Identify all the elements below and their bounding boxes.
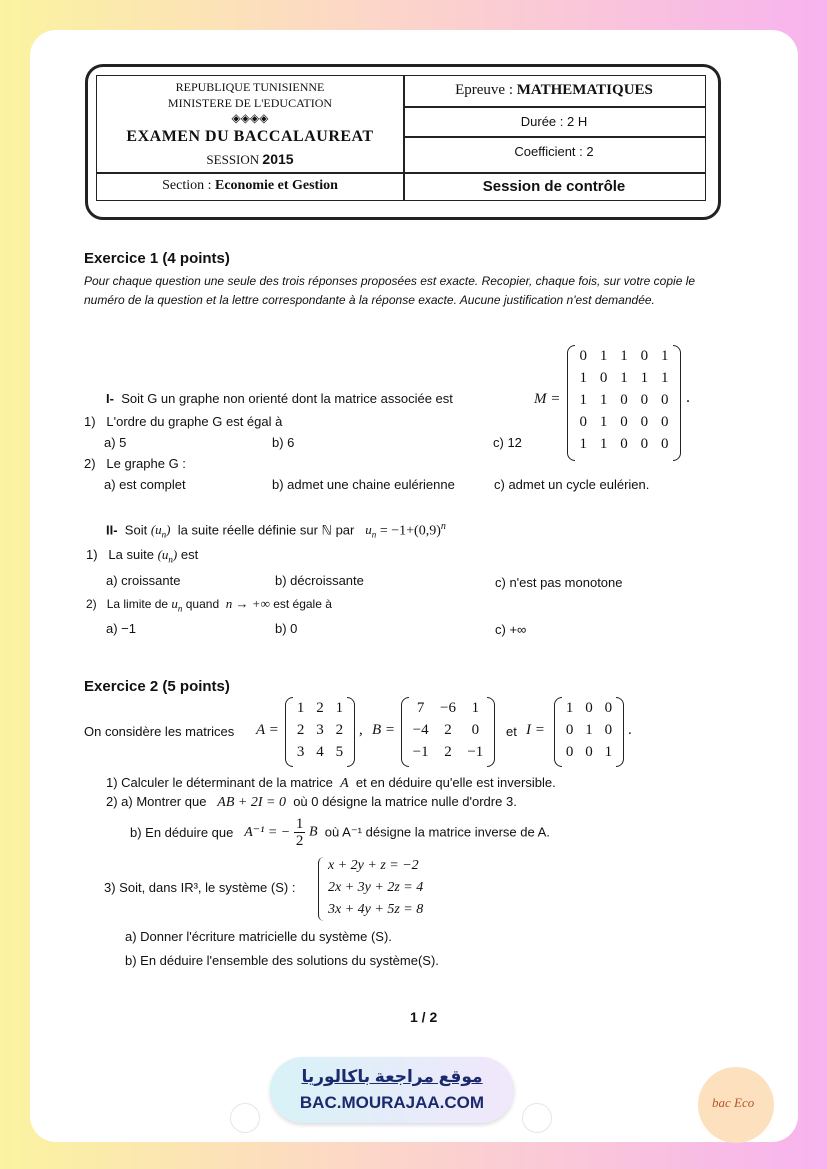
matrix-M-cell: 0	[640, 413, 649, 430]
qII1-answer-c: c) n'est pas monotone	[495, 575, 623, 590]
matrix-A-label: A =	[256, 722, 279, 738]
ex2-q3a: a) Donner l'écriture matricielle du système (S).	[125, 929, 392, 944]
system-eq-1: x + 2y + z = −2	[328, 858, 419, 873]
qII2-answer-a: a) −1	[106, 621, 136, 636]
qII2-answer-c: c) +∞	[495, 622, 527, 637]
q2-answer-a: a) est complet	[104, 477, 186, 492]
exercise-2-title: Exercice 2 (5 points)	[84, 678, 230, 695]
matrix-M	[567, 345, 681, 461]
matrix-A	[285, 697, 355, 767]
qII2-line: 2) La limite de $u_n$ quand n → +∞ est égale à	[86, 596, 332, 614]
matrix-M-cell: 0	[640, 391, 649, 408]
matrix-M-cell: 0	[620, 391, 628, 408]
matrix-M-cell: 1	[620, 347, 628, 364]
ex2-q3: 3) Soit, dans IR³, le système (S) :	[104, 880, 296, 895]
matrix-M-cell: 1	[640, 369, 649, 386]
matrix-I-cell: 0	[565, 721, 574, 738]
matrix-B-cell: −1	[467, 743, 484, 760]
ex2-q2a: 2) a) Montrer que AB + 2I = 0 où 0 désigne la matrice nulle d'ordre 3.	[106, 794, 517, 810]
matrix-M-cell: 0	[640, 347, 649, 364]
qII1-line: 1) La suite $(u_n)$ est	[86, 547, 199, 565]
matrix-B-label: B =	[372, 722, 396, 738]
qII1-answer-b: b) décroissante	[275, 573, 364, 588]
matrix-B-cell: 2	[444, 743, 452, 760]
session-type: Session de contrôle	[482, 178, 626, 195]
exam-title: EXAMEN DU BACCALAUREAT	[126, 128, 374, 145]
matrix-I-cell: 0	[565, 743, 574, 760]
matrix-M-cell: 0	[640, 435, 649, 452]
system-eq-3: 3x + 4y + 5z = 8	[328, 902, 424, 917]
matrix-I-period: .	[628, 722, 632, 738]
matrix-M-cell: 1	[599, 435, 608, 452]
site-logo-left-icon	[230, 1103, 260, 1133]
ex2-q3b: b) En déduire l'ensemble des solutions du système(S).	[125, 953, 439, 968]
qII2-answer-b: b) 0	[275, 621, 298, 636]
matrix-I-cell: 0	[604, 721, 613, 738]
matrix-M-cell: 0	[579, 413, 587, 430]
matrix-M-label: M =	[534, 391, 561, 407]
qII1-answer-a: a) croissante	[106, 573, 181, 588]
part-I: I- Soit G un graphe non orienté dont la matrice associée est	[106, 391, 453, 406]
matrix-M-cell: 0	[620, 413, 628, 430]
ex2-q1: 1) Calculer le déterminant de la matrice A et en déduire qu'elle est inversible.	[106, 775, 556, 791]
site-arabic: موقع مراجعة باكالوريا	[301, 1067, 483, 1086]
epreuve: Epreuve : MATHEMATIQUES	[455, 82, 653, 98]
matrix-M-cell: 1	[620, 369, 628, 386]
matrix-B-cell: 0	[471, 721, 480, 738]
matrix-B-cell: 2	[444, 721, 452, 738]
matrix-M-cell: 1	[599, 413, 608, 430]
matrix-I-cell: 1	[604, 743, 613, 760]
matrix-I-cell: 1	[585, 721, 593, 738]
site-logo-right-icon	[522, 1103, 552, 1133]
exercise-1-title: Exercice 1 (4 points)	[84, 250, 230, 267]
matrix-M-cell: 1	[579, 435, 587, 452]
q1-answer-c: c) 12	[493, 435, 522, 450]
matrix-M-cell: 1	[661, 347, 669, 364]
q1-answer-a: a) 5	[104, 435, 127, 450]
matrix-M-period: .	[686, 389, 690, 406]
site-url[interactable]: BAC.MOURAJAA.COM	[299, 1093, 485, 1112]
ministry: MINISTERE DE L'EDUCATION	[167, 96, 333, 110]
matrix-M-cell: 1	[579, 369, 587, 386]
part-II: II- Soit $(u_n)$ la suite réelle définie sur ℕ par $u_n = -1+(0,9)^n$	[106, 521, 446, 540]
matrix-A-cell: 1	[296, 699, 305, 716]
country: REPUBLIQUE TUNISIENNE	[175, 80, 325, 94]
ex1-instructions-1: Pour chaque question une seule des trois réponses proposées est exacte. Recopier, chaque fois, sur votre copie le	[84, 274, 696, 288]
q2-answer-c: c) admet un cycle eulérien.	[494, 477, 650, 492]
ex2-q2b: b) En déduire que A⁻¹ = − $\frac{1}{2}$ B où A⁻¹ désigne la matrice inverse de A.	[130, 816, 550, 849]
exam-header	[85, 64, 721, 220]
session: SESSION 2015	[206, 151, 294, 167]
system-brace	[318, 857, 325, 921]
matrix-A-cell: 2	[316, 699, 324, 716]
matrix-A-cell: 4	[316, 743, 324, 760]
comma-AB: ,	[359, 722, 363, 738]
q2-line: 2) Le graphe G :	[84, 456, 186, 471]
ornament: ◈◈◈◈	[231, 111, 269, 125]
system-eq-2: 2x + 3y + 2z = 4	[328, 880, 424, 895]
bac-eco-badge	[698, 1067, 774, 1143]
matrix-B-cell: −4	[412, 721, 429, 738]
matrix-A-cell: 5	[335, 743, 344, 760]
q1-answer-b: b) 6	[272, 435, 295, 450]
matrix-I-cell: 0	[585, 699, 593, 716]
ex2-intro: On considère les matrices	[84, 724, 235, 739]
matrix-A-cell: 2	[335, 721, 344, 738]
matrix-M-cell: 0	[661, 391, 669, 408]
matrix-A-cell: 2	[296, 721, 305, 738]
matrix-M-cell: 1	[661, 369, 669, 386]
matrix-M-cell: 1	[579, 391, 587, 408]
page-number: 1 / 2	[410, 1009, 438, 1025]
coefficient: Coefficient : 2	[514, 144, 594, 159]
matrix-A-cell: 3	[316, 721, 324, 738]
matrix-I	[554, 697, 624, 767]
matrix-M-cell: 0	[579, 347, 587, 364]
matrix-M-cell: 1	[599, 347, 608, 364]
matrix-M-cell: 0	[599, 369, 608, 386]
duree: Durée : 2 H	[520, 114, 588, 129]
badge-text: bac Eco	[712, 1095, 755, 1110]
matrix-I-cell: 1	[565, 699, 574, 716]
matrix-B-cell: 7	[416, 699, 425, 716]
matrix-M-cell: 0	[661, 435, 669, 452]
matrix-B-cell: −6	[440, 699, 456, 716]
matrix-I-label: I =	[526, 722, 545, 738]
matrix-B	[401, 697, 495, 767]
section: Section : Economie et Gestion	[162, 178, 338, 193]
matrix-M-cell: 0	[661, 413, 669, 430]
matrix-I-cell: 0	[585, 743, 593, 760]
matrix-B-cell: 1	[471, 699, 480, 716]
et: et	[506, 724, 517, 739]
q2-answer-b: b) admet une chaine eulérienne	[272, 477, 455, 492]
matrix-M-cell: 1	[599, 391, 608, 408]
matrix-A-cell: 1	[335, 699, 344, 716]
matrix-A-cell: 3	[296, 743, 305, 760]
matrix-I-cell: 0	[604, 699, 613, 716]
site-banner[interactable]	[270, 1057, 514, 1123]
matrix-M-cell: 0	[620, 435, 628, 452]
matrix-B-cell: −1	[412, 743, 429, 760]
q1-line: 1) L'ordre du graphe G est égal à	[84, 414, 283, 429]
ex1-instructions-2: numéro de la question et la lettre correspondante à la réponse exacte. Aucune justification n'est demandée.	[84, 293, 655, 307]
